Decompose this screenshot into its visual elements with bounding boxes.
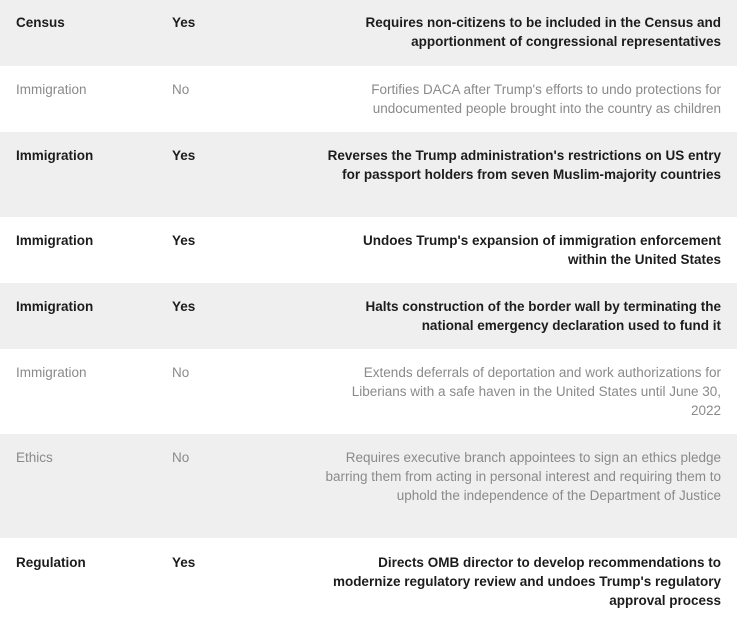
table-row — [0, 66, 737, 132]
topic-cell: Ethics — [16, 450, 53, 465]
topic-cell: Regulation — [16, 555, 86, 570]
topic-cell: Immigration — [16, 148, 94, 163]
topic-cell: Census — [16, 15, 65, 30]
table-row — [0, 217, 737, 283]
status-cell: Yes — [172, 555, 196, 570]
topic-cell: Immigration — [16, 365, 87, 380]
description-cell: Requires executive branch appointees to sign an ethics pledge barring them from acting in personal interest and requiring them to uphold the independence of the Department of Justice — [325, 450, 721, 503]
table-row — [0, 349, 737, 434]
topic-cell: Immigration — [16, 82, 87, 97]
table-row — [0, 434, 737, 538]
description-cell: Requires non-citizens to be included in the Census and apportionment of congressional representatives — [365, 15, 721, 49]
status-cell: No — [172, 450, 190, 465]
description-cell: Undoes Trump's expansion of immigration enforcement within the United States — [362, 233, 721, 267]
status-cell: Yes — [172, 148, 196, 163]
description-cell: Halts construction of the border wall by terminating the national emergency declaration used to fund it — [365, 299, 721, 333]
topic-cell: Immigration — [16, 299, 94, 314]
description-cell: Reverses the Trump administration's restrictions on US entry for passport holders from seven Muslim-majority countries — [327, 148, 721, 182]
table-row — [0, 0, 737, 66]
status-cell: Yes — [172, 233, 196, 248]
description-cell: Directs OMB director to develop recommendations to modernize regulatory review and undoes Trump's regulatory approval process — [332, 555, 721, 608]
table-row — [0, 283, 737, 349]
description-cell: Extends deferrals of deportation and work authorizations for Liberians with a safe haven in the United States until June 30, 2022 — [351, 365, 721, 418]
table-row — [0, 538, 737, 635]
status-cell: Yes — [172, 15, 196, 30]
status-cell: No — [172, 82, 190, 97]
topic-cell: Immigration — [16, 233, 94, 248]
table-row — [0, 132, 737, 217]
description-cell: Fortifies DACA after Trump's efforts to undo protections for undocumented people brought into the country as children — [371, 82, 721, 116]
status-cell: No — [172, 365, 190, 380]
status-cell: Yes — [172, 299, 196, 314]
